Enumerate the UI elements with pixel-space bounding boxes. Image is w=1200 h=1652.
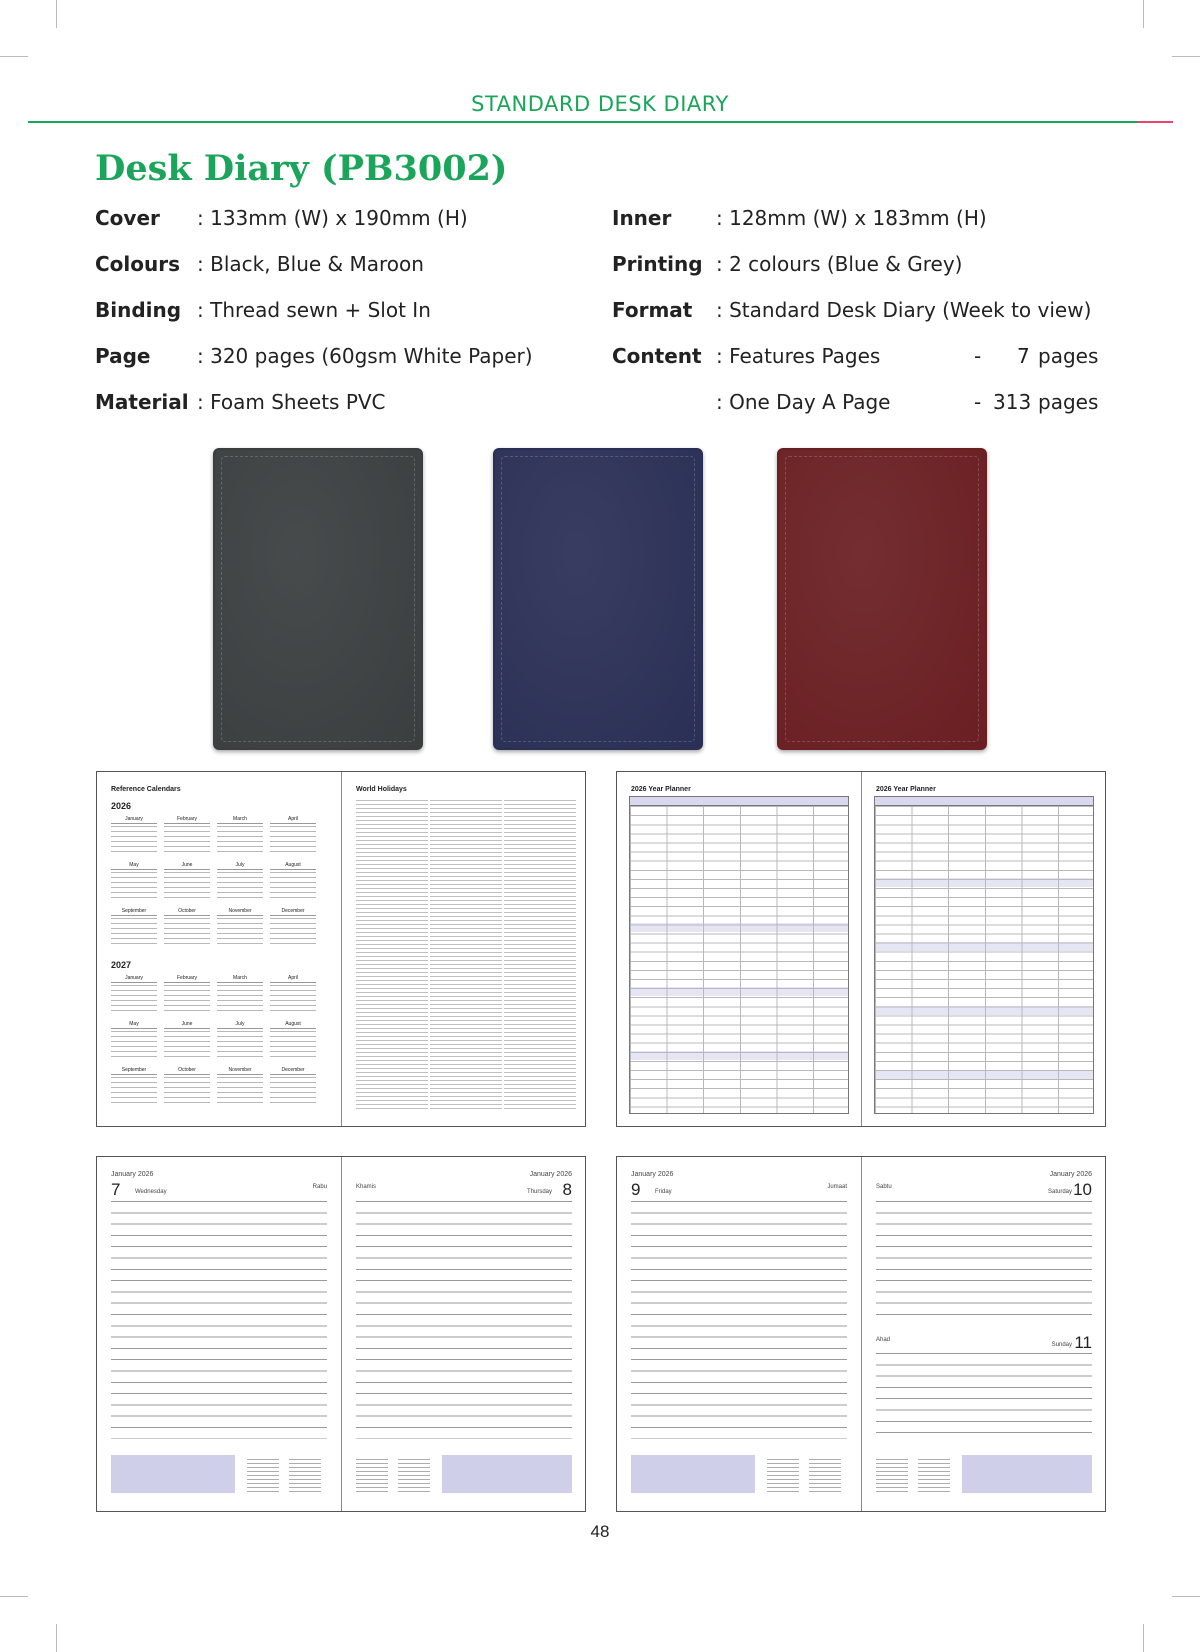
cover-black-image (213, 448, 423, 750)
spec-row (612, 206, 1112, 232)
crop-mark (1143, 0, 1144, 28)
calendar-month (111, 1021, 157, 1063)
calendar-month-name: January (111, 816, 157, 824)
calendar-month-name: September (111, 908, 157, 916)
day-page-ruled-lines (876, 1353, 1092, 1439)
spec-label: Page (95, 344, 151, 368)
calendar-day-grid (217, 985, 263, 1013)
calendar-month-name: October (164, 908, 210, 916)
calendar-month (111, 862, 157, 904)
page-world-holidays (342, 772, 586, 1126)
calendar-day-grid (111, 872, 157, 900)
day-page-ruled-lines (356, 1201, 572, 1439)
calendar-month (270, 816, 316, 858)
calendar-day-grid (164, 1077, 210, 1105)
spec-row (95, 344, 545, 370)
calendar-month-name: July (217, 1021, 263, 1029)
mini-calendar (398, 1459, 430, 1493)
spec-label: Material (95, 390, 189, 414)
calendar-month (270, 975, 316, 1017)
day-page-weekday: Sunday (1051, 1342, 1072, 1348)
spec-value: : Black, Blue & Maroon (197, 252, 424, 276)
mini-calendar (247, 1459, 279, 1493)
spec-value: : Thread sewn + Slot In (197, 298, 431, 322)
spec-value: : One Day A Page (716, 390, 891, 414)
day-page-date: 8 (562, 1180, 572, 1199)
calendar-month-name: November (217, 908, 263, 916)
day-page-notes-box (631, 1455, 755, 1493)
spec-dash: - (974, 344, 982, 368)
calendar-day-grid (164, 985, 210, 1013)
calendar-month (217, 816, 263, 858)
page-title: 2026 Year Planner (876, 786, 936, 793)
calendar-month-name: January (111, 975, 157, 983)
calendar-month (111, 1067, 157, 1109)
spec-label: Content (612, 344, 702, 368)
day-page (342, 1157, 586, 1511)
calendar-day-grid (111, 1031, 157, 1059)
planner-weekend-row (630, 987, 848, 996)
holiday-list (430, 800, 502, 1112)
day-page-weekday: Wednesday (135, 1189, 167, 1195)
day-page-weekday: Thursday (526, 1189, 552, 1195)
spec-label: Cover (95, 206, 160, 230)
cover-stitching (501, 456, 695, 742)
calendar-month-name: September (111, 1067, 157, 1075)
day-page-notes-box (111, 1455, 235, 1493)
spec-amount: 7 (1017, 344, 1030, 368)
calendar-month (217, 1021, 263, 1063)
calendar-month-name: August (270, 862, 316, 870)
calendar-day-grid (164, 826, 210, 854)
calendar-month (217, 975, 263, 1017)
day-page-malay-day: Sabtu (876, 1184, 892, 1190)
mini-calendar (767, 1459, 799, 1493)
calendar-month-name: February (164, 816, 210, 824)
calendar-day-grid (111, 1077, 157, 1105)
spec-row (95, 390, 545, 416)
calendar-day-grid (270, 872, 316, 900)
calendar-month-name: March (217, 975, 263, 983)
day-page-weekday: Saturday (1047, 1189, 1072, 1195)
calendar-month-name: March (217, 816, 263, 824)
calendar-day-grid (217, 918, 263, 946)
day-page-date: 7 (111, 1180, 121, 1199)
calendar-month-name: May (111, 1021, 157, 1029)
day-page-month: January 2026 (1049, 1171, 1092, 1178)
calendar-day-grid (111, 918, 157, 946)
spec-value: : 133mm (W) x 190mm (H) (197, 206, 468, 230)
planner-header (630, 797, 848, 806)
mini-calendar (918, 1459, 950, 1493)
cover-stitching (785, 456, 979, 742)
calendar-day-grid (217, 826, 263, 854)
cover-blue-image (493, 448, 703, 750)
day-page-date: 10 (1073, 1180, 1092, 1199)
spec-value: : Foam Sheets PVC (197, 390, 386, 414)
day-page-ruled-lines (631, 1201, 847, 1439)
day-page-malay-day: Khamis (356, 1184, 377, 1190)
calendar-day-grid (217, 1031, 263, 1059)
calendar-month-name: April (270, 816, 316, 824)
day-page-ruled-lines (111, 1201, 327, 1439)
spec-row (95, 206, 545, 232)
cover-maroon-image (777, 448, 987, 750)
day-page-weekday: Friday (655, 1189, 672, 1195)
header-rule (28, 121, 1138, 123)
calendar-month (270, 1067, 316, 1109)
mini-calendar (289, 1459, 321, 1493)
planner-weekend-row (875, 1070, 1093, 1079)
day-page-malay-day: Jumaat (827, 1184, 847, 1190)
calendar-month (164, 1021, 210, 1063)
calendar-month-name: July (217, 862, 263, 870)
spec-row (612, 390, 1112, 416)
page-title: Reference Calendars (111, 786, 181, 793)
day-page (617, 1157, 861, 1511)
calendar-day-grid (164, 872, 210, 900)
header-rule-accent (1138, 121, 1173, 123)
calendar-year: 2027 (111, 960, 132, 970)
calendar-month (217, 1067, 263, 1109)
day-page (862, 1157, 1106, 1511)
calendar-month (217, 908, 263, 950)
calendar-month (111, 816, 157, 858)
calendar-day-grid (270, 826, 316, 854)
year-planner-grid (629, 796, 849, 1114)
spec-label: Printing (612, 252, 703, 276)
calendar-year: 2026 (111, 801, 132, 811)
spec-unit: pages (1038, 390, 1099, 414)
calendar-month (164, 908, 210, 950)
crop-mark (56, 0, 57, 28)
calendar-month-name: May (111, 862, 157, 870)
planner-weekend-row (875, 942, 1093, 951)
product-title: Desk Diary (PB3002) (95, 148, 508, 189)
mini-calendar (356, 1459, 388, 1493)
spec-row (95, 298, 545, 324)
calendar-month (270, 1021, 316, 1063)
year-planner-grid (874, 796, 1094, 1114)
calendar-day-grid (164, 918, 210, 946)
spread-reference-calendars (96, 771, 586, 1127)
spec-value: : 2 colours (Blue & Grey) (716, 252, 963, 276)
spec-label: Format (612, 298, 693, 322)
spec-value: : Features Pages (716, 344, 881, 368)
crop-mark (1172, 56, 1200, 57)
holiday-list (504, 800, 576, 1112)
crop-mark (56, 1624, 57, 1652)
spread-day-pages-9-10 (616, 1156, 1106, 1512)
calendar-day-grid (217, 872, 263, 900)
spec-value: : 320 pages (60gsm White Paper) (197, 344, 533, 368)
page-year-planner-h1 (617, 772, 861, 1126)
crop-mark (1143, 1624, 1144, 1652)
spec-value: : Standard Desk Diary (Week to view) (716, 298, 1092, 322)
calendar-day-grid (270, 1031, 316, 1059)
spec-row (95, 252, 545, 278)
day-page-date: 9 (631, 1180, 641, 1199)
day-page-date: 11 (1074, 1333, 1092, 1352)
spec-row (612, 344, 1112, 370)
day-page (97, 1157, 341, 1511)
planner-weekend-row (630, 923, 848, 932)
calendar-day-grid (270, 985, 316, 1013)
calendar-month-name: December (270, 908, 316, 916)
calendar-month (270, 862, 316, 904)
calendar-month (164, 975, 210, 1017)
spread-year-planner (616, 771, 1106, 1127)
spec-dash: - (974, 390, 982, 414)
spec-row (612, 252, 1112, 278)
spec-amount: 313 (993, 390, 1032, 414)
calendar-month (164, 862, 210, 904)
day-page-malay-day: Rabu (312, 1184, 327, 1190)
spec-label: Binding (95, 298, 182, 322)
spec-label: Inner (612, 206, 672, 230)
spec-row (612, 298, 1112, 324)
planner-header (875, 797, 1093, 806)
calendar-month (270, 908, 316, 950)
day-page-malay-day: Ahad (876, 1337, 891, 1343)
planner-weekend-row (875, 878, 1093, 887)
day-page-notes-box (442, 1455, 572, 1493)
section-title: STANDARD DESK DIARY (471, 92, 729, 116)
day-page-month: January 2026 (631, 1171, 674, 1178)
page-number: 48 (590, 1522, 610, 1541)
spread-day-pages-7-8 (96, 1156, 586, 1512)
calendar-month (111, 975, 157, 1017)
spec-label: Colours (95, 252, 181, 276)
page-title: World Holidays (356, 786, 407, 793)
calendar-month (111, 908, 157, 950)
day-page-notes-box (962, 1455, 1092, 1493)
calendar-month-name: February (164, 975, 210, 983)
calendar-month-name: October (164, 1067, 210, 1075)
holiday-list (356, 800, 428, 1112)
crop-mark (1172, 1596, 1200, 1597)
calendar-day-grid (270, 918, 316, 946)
calendar-day-grid (164, 1031, 210, 1059)
spec-unit: pages (1038, 344, 1099, 368)
day-page-ruled-lines (876, 1201, 1092, 1321)
calendar-month-name: June (164, 1021, 210, 1029)
mini-calendar (809, 1459, 841, 1493)
day-page-month: January 2026 (529, 1171, 572, 1178)
planner-weekend-row (630, 1051, 848, 1060)
calendar-month-name: June (164, 862, 210, 870)
page-title: 2026 Year Planner (631, 786, 691, 793)
cover-stitching (221, 456, 415, 742)
calendar-month (217, 862, 263, 904)
calendar-month-name: November (217, 1067, 263, 1075)
calendar-month-name: August (270, 1021, 316, 1029)
page-reference-calendars (97, 772, 341, 1126)
calendar-day-grid (111, 985, 157, 1013)
calendar-month (164, 1067, 210, 1109)
page-year-planner-h2 (862, 772, 1106, 1126)
calendar-month (164, 816, 210, 858)
spec-value: : 128mm (W) x 183mm (H) (716, 206, 987, 230)
day-page-month: January 2026 (111, 1171, 154, 1178)
calendar-month-name: December (270, 1067, 316, 1075)
crop-mark (0, 56, 28, 57)
calendar-day-grid (217, 1077, 263, 1105)
calendar-month-name: April (270, 975, 316, 983)
planner-weekend-row (875, 1006, 1093, 1015)
mini-calendar (876, 1459, 908, 1493)
crop-mark (0, 1596, 28, 1597)
calendar-day-grid (111, 826, 157, 854)
calendar-day-grid (270, 1077, 316, 1105)
